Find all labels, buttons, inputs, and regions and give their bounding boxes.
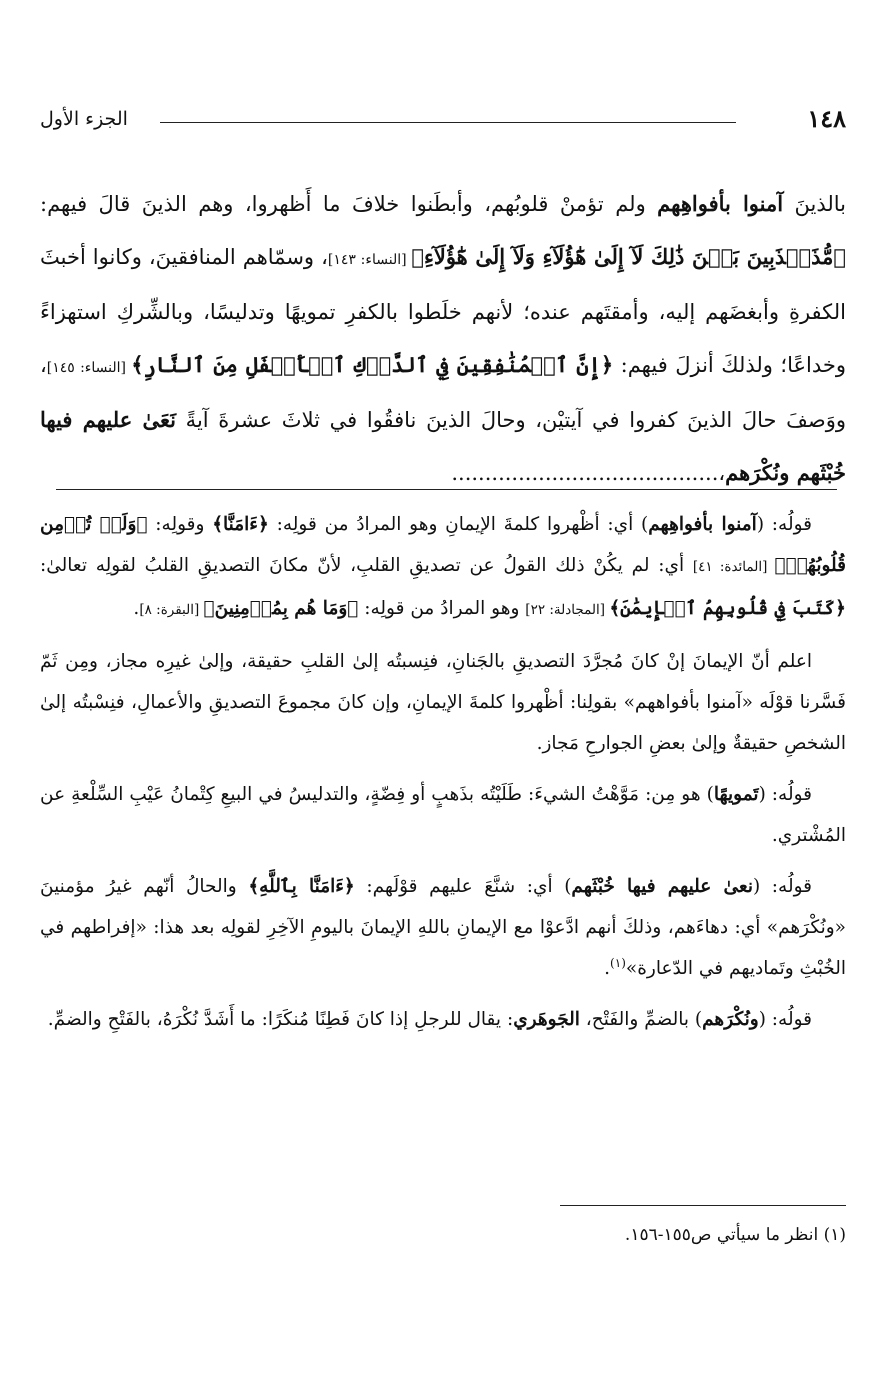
part-title: الجزء الأول [40, 108, 128, 130]
text: والحالُ أنّهم غيرُ مؤمنينَ «ونُكْرَهم» أي: دهاءَهم، وذلكَ أنهم ادَّعوْا مع الإيمانِ باللهِ الإيمانَ باليومِ الآخِرِ لقولِه بعد هذا: «إفراطهم في الخُبْثِ وتَماديهم في الدّعارة» [40, 876, 846, 979]
cited-authority: الجَوهَري [513, 1009, 580, 1030]
bold-phrase: آمنوا بأفواهِهم [657, 191, 784, 216]
text: ، وسمّاهم المنافقينَ، وكانوا أخبثَ الكفرةِ وأبغضَهم إليه، وأمقتَهم عنده؛ لأنهم خلَطوا بالكفرِ تمويهًا وتدليسًا، وبالشِّركِ استهزاءً وخداعًا؛ ولذلكَ أنزلَ فيهم: [40, 244, 846, 377]
quran-verse: ﴿ءَامَنَّا بِٱللَّهِ﴾ [248, 876, 355, 897]
text: ،........................................ [451, 460, 726, 485]
text: قولُه: ( [756, 514, 812, 535]
footnote-marker: (١) [610, 955, 626, 970]
page-number: ١٤٨ [807, 104, 846, 133]
main-text [40, 178, 846, 499]
commentary-paragraph [40, 999, 846, 1040]
text: . [133, 598, 140, 619]
commentary-paragraph [40, 866, 846, 989]
lemma: تَمويهًا [713, 784, 759, 805]
verse-reference: [المائدة: ٤١] [692, 559, 775, 575]
text: ولم تؤمنْ قلوبُهم، وأبطَنوا خلافَ ما أَظهروا، وهم الذينَ قالَ فيهم: [40, 192, 658, 216]
text: قولُه: ( [758, 1009, 812, 1030]
text: أي: لم يكُنْ ذلك القولُ عن تصديقِ القلبِ، لأنّ مكانَ التصديقِ القلبُ لقولِه تعالىٰ: [40, 555, 693, 576]
text: : يقال للرجلِ إذا كانَ فَطِنًا مُنكَرًا: ما أَشَدَّ نُكْرَهُ، بالفَتْحِ والضمِّ. [47, 1009, 514, 1030]
text: ) أي: شنَّعَ عليهم قوْلَهم: [354, 876, 572, 897]
text: وهو المرادُ من قولِه: [358, 598, 526, 619]
footnote-rule [560, 1205, 846, 1206]
verse-reference: [النساء: ١٤٣] [327, 251, 412, 268]
text: ) أي: أظْهروا كلمةَ الإيمانِ وهو المرادُ من قولِه: [268, 514, 649, 535]
footnotes [40, 1220, 846, 1250]
verse-reference: [النساء: ١٤٥] [46, 359, 132, 376]
text: ) هو مِن: مَوَّهْتُ الشيءَ: طَلَيْتُه بذَهبٍ أو فِضّةٍ، والتدليسُ في البيعِ كِتْمانُ عَيْبِ السِّلْعةِ عن المُشْتري. [40, 784, 846, 846]
commentary [40, 504, 846, 1050]
lemma: آمنوا بأفواهِهم [648, 514, 757, 535]
lemma: ونُكْرَهم [702, 1009, 759, 1030]
quran-verse: ﴿مُّذَبۡذَبِينَ بَيۡنَ ذَٰلِكَ لَآ إِلَىٰ هَٰٓؤُلَآءِ وَلَآ إِلَىٰ هَٰٓؤُلَآءِ﴾ [411, 243, 846, 269]
header-rule [160, 122, 736, 123]
text: ) بالضمِّ والفَتْح، [579, 1009, 703, 1030]
bold-phrase: نَعَىٰ عليهم فيها خُبْثَهم ونُكْرَهم [40, 407, 846, 485]
text: بالذينَ [783, 192, 847, 216]
commentary-paragraph: اعلم أنّ الإيمانَ إنْ كانَ مُجرَّدَ التصديقِ بالجَنانِ، فنِسبتُه إلىٰ القلبِ حقيقة، وإلىٰ غيرِه مجاز، ومِن ثَمّ فَسَّرنا قوْلَه «آمنوا بأفواههم» بقولِنا: أظْهروا كلمةَ الإيمانِ، وإن كانَ مجموعَ التصديقِ والأعمالِ، فنِسْبتُه إلىٰ الشخصِ حقيقةٌ وإلىٰ بعضِ الجوارحِ مَجاز. [40, 651, 846, 754]
quran-verse: ﴿كَتَبَ فِي قُلُوبِهِمُ ٱلۡإِيمَٰنَ﴾ [609, 598, 846, 619]
verse-reference: [البقرة: ٨] [139, 602, 204, 618]
text-divider [56, 489, 837, 490]
page-header [40, 100, 846, 140]
text: قولُه: ( [752, 876, 812, 897]
commentary-paragraph [40, 504, 846, 631]
quran-verse: ﴿ءَامَنَّا﴾ [212, 514, 269, 535]
text: . [604, 958, 611, 979]
footnote: (١) انظر ما سيأتي ص١٥٥-١٥٦. [624, 1225, 846, 1245]
commentary-paragraph [40, 774, 846, 856]
main-paragraph [40, 178, 846, 499]
quran-verse: ﴿وَمَا هُم بِمُؤۡمِنِينَ﴾ [203, 598, 359, 619]
lemma: نعىٰ عليهم فيها خُبْثَهم [571, 876, 753, 897]
text: وقولِه: [147, 514, 213, 535]
quran-verse: ﴿وَلَمۡ تُؤۡمِن قُلُوبُهُمۡ﴾ [40, 514, 846, 576]
text: ، ووَصفَ حالَ الذينَ كفروا في آيتيْن، وحالَ الذينَ نافقُوا في ثلاثَ عشرةَ آيةً [40, 352, 846, 432]
text: قولُه: ( [758, 784, 812, 805]
verse-reference: [المجادلة: ٢٢] [525, 602, 610, 618]
quran-verse: ﴿إِنَّ ٱلۡمُنَٰفِقِينَ فِي ٱلدَّرۡكِ ٱلۡأَسۡفَلِ مِنَ ٱلنَّارِ﴾ [131, 351, 614, 377]
